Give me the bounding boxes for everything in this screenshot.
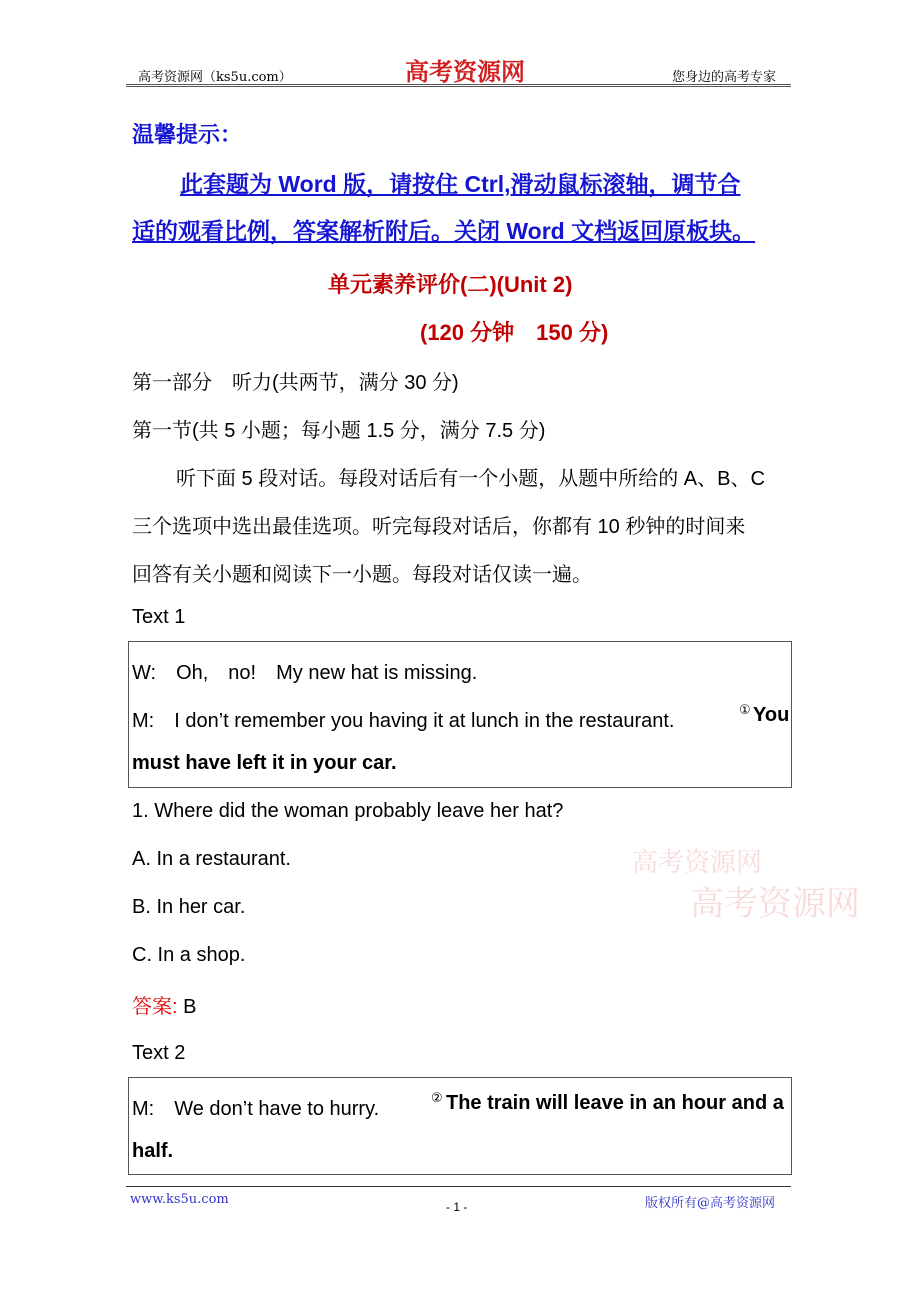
transcript-line-m: M: We don’t have to hurry. — [132, 1098, 380, 1120]
header-logo: 高考资源网 — [405, 57, 525, 86]
notice-line-1: 此套题为 Word 版，请按住 Ctrl,滑动鼠标滚轴，调节合 — [180, 171, 741, 197]
option-a: A. In a restaurant. — [132, 848, 291, 870]
text2-label: Text 2 — [132, 1042, 186, 1064]
doc-title: 单元素养评价(二)(Unit 2) — [328, 272, 573, 297]
text1-transcript-box — [128, 641, 792, 788]
instructions-line: 回答有关小题和阅读下一小题。每段对话仅读一遍。 — [132, 564, 592, 586]
instructions-line: 听下面 5 段对话。每段对话后有一个小题，从题中所给的 A、B、C — [176, 468, 765, 490]
text1-label: Text 1 — [132, 606, 186, 628]
answer-label: 答案: — [132, 996, 178, 1018]
header-left: 高考资源网（ks5u.com） — [138, 70, 292, 85]
key-sentence-start: You — [753, 704, 790, 726]
option-c: C. In a shop. — [132, 944, 246, 966]
watermark: 高考资源网 — [690, 884, 860, 924]
option-b: B. In her car. — [132, 896, 246, 918]
instructions-line: 三个选项中选出最佳选项。听完每段对话后，你都有 10 秒钟的时间来 — [132, 516, 746, 538]
note-marker: ① — [739, 702, 751, 717]
key-sentence-end: must have left it in your car. — [132, 752, 397, 774]
notice-title: 温馨提示： — [132, 122, 243, 147]
part-heading: 第一部分 听力(共两节，满分 30 分) — [132, 372, 459, 394]
transcript-line-w: W: Oh, no! My new hat is missing. — [132, 662, 478, 684]
page-number: - 1 - — [446, 1200, 468, 1214]
question-1: 1. Where did the woman probably leave her hat? — [132, 800, 564, 822]
answer-value: B — [177, 996, 197, 1018]
footer-rule — [126, 1186, 791, 1187]
text2-transcript-box — [128, 1077, 792, 1175]
key-sentence-end: half. — [132, 1140, 174, 1162]
key-sentence-start: The train will leave in an hour and a — [446, 1092, 784, 1114]
section-heading: 第一节(共 5 小题；每小题 1.5 分，满分 7.5 分) — [132, 420, 546, 442]
watermark: 高考资源网 — [632, 848, 763, 878]
answer — [132, 990, 196, 1019]
transcript-line-m: M: I don’t remember you having it at lunch in the restaurant. — [132, 710, 675, 732]
footer-link[interactable]: www.ks5u.com — [130, 1192, 229, 1207]
footer-copyright: 版权所有@高考资源网 — [645, 1196, 776, 1211]
doc-subtitle: (120 分钟 150 分) — [420, 320, 609, 345]
header-rule — [126, 84, 791, 87]
notice-line-2: 适的观看比例，答案解析附后。关闭 Word 文档返回原板块。 — [132, 218, 756, 244]
note-marker: ② — [431, 1090, 443, 1105]
header-right: 您身边的高考专家 — [672, 70, 777, 85]
